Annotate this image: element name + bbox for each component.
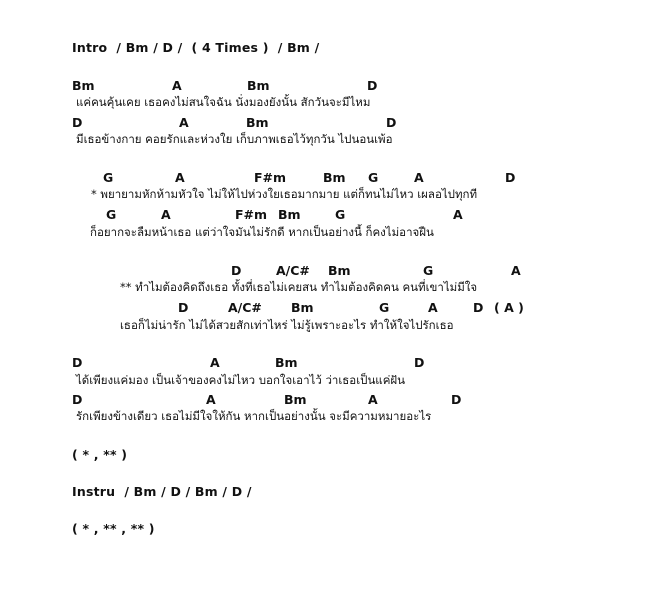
chord: F#m — [235, 207, 268, 222]
chord: Bm — [323, 170, 346, 185]
chord: Bm — [291, 300, 314, 315]
chord: A — [161, 207, 171, 222]
lyric-line: * พยายามหักห้ามหัวใจ ไม่ให้ไปห่วงใยเธอมากมาย แต่ก็ทนไม่ไหว เผลอไปทุกที — [91, 187, 478, 201]
chord: D — [72, 115, 83, 130]
chord: G — [379, 300, 390, 315]
chord: Bm — [278, 207, 301, 222]
lyric-line: มีเธอข้างกาย คอยรักและห่วงใย เก็บภาพเธอไว้ทุกวัน ไปนอนเพ้อ — [76, 132, 393, 146]
chord: ( A ) — [494, 300, 524, 315]
chord: G — [103, 170, 114, 185]
lyric-line: เธอก็ไม่น่ารัก ไม่ได้สวยสักเท่าไหร่ ไม่รู้เพราะอะไร ทำให้ใจไปรักเธอ — [120, 318, 454, 332]
chord: D — [414, 355, 425, 370]
chord: D — [505, 170, 516, 185]
chord: A — [210, 355, 220, 370]
repeat-marker-1: ( * , ** ) — [72, 447, 128, 462]
chord: A — [511, 263, 521, 278]
chord: A — [414, 170, 424, 185]
chord: A — [428, 300, 438, 315]
chord: A — [172, 78, 182, 93]
chord: G — [106, 207, 117, 222]
instrumental-line: Instru / Bm / D / Bm / D / — [72, 484, 252, 499]
intro-line: Intro / Bm / D / ( 4 Times ) / Bm / — [72, 40, 320, 55]
lyric-line: ** ทำไมต้องคิดถึงเธอ ทั้งที่เธอไม่เคยสน ทำไมต้องคิดคน คนที่เขาไม่มีใจ — [120, 280, 478, 294]
lyric-line: ก็อยากจะลืมหน้าเธอ แต่ว่าใจมันไม่รักดี หากเป็นอย่างนี้ ก็คงไม่อาจฝืน — [90, 225, 434, 239]
chord: A — [175, 170, 185, 185]
chord: Bm — [247, 78, 270, 93]
chord: D — [178, 300, 189, 315]
chord: D — [72, 355, 83, 370]
chord: A — [206, 392, 216, 407]
chord: A/C# — [276, 263, 310, 278]
chord: G — [423, 263, 434, 278]
lyric-line: รักเพียงข้างเดียว เธอไม่มีใจให้กัน หากเป็นอย่างนั้น จะมีความหมายอะไร — [76, 409, 432, 423]
chord: Bm — [275, 355, 298, 370]
lyric-line: แค่คนคุ้นเคย เธอคงไม่สนใจฉัน นั่งมองยังนั้น สักวันจะมีไหม — [76, 95, 371, 109]
chord: A — [368, 392, 378, 407]
chord: D — [451, 392, 462, 407]
chord: Bm — [246, 115, 269, 130]
chord: D — [72, 392, 83, 407]
chord: Bm — [328, 263, 351, 278]
chord: D — [367, 78, 378, 93]
chord: A/C# — [228, 300, 262, 315]
chord: F#m — [254, 170, 287, 185]
chord: Bm — [72, 78, 95, 93]
chord: Bm — [284, 392, 307, 407]
chord: G — [335, 207, 346, 222]
chord: D — [386, 115, 397, 130]
chord: D — [231, 263, 242, 278]
chord: A — [453, 207, 463, 222]
repeat-marker-2: ( * , ** , ** ) — [72, 521, 155, 536]
chord: G — [368, 170, 379, 185]
chord: D — [473, 300, 484, 315]
lyric-line: ได้เพียงแค่มอง เป็นเจ้าของคงไม่ไหว บอกใจเอาไว้ ว่าเธอเป็นแค่ฝัน — [76, 373, 406, 387]
chord: A — [179, 115, 189, 130]
